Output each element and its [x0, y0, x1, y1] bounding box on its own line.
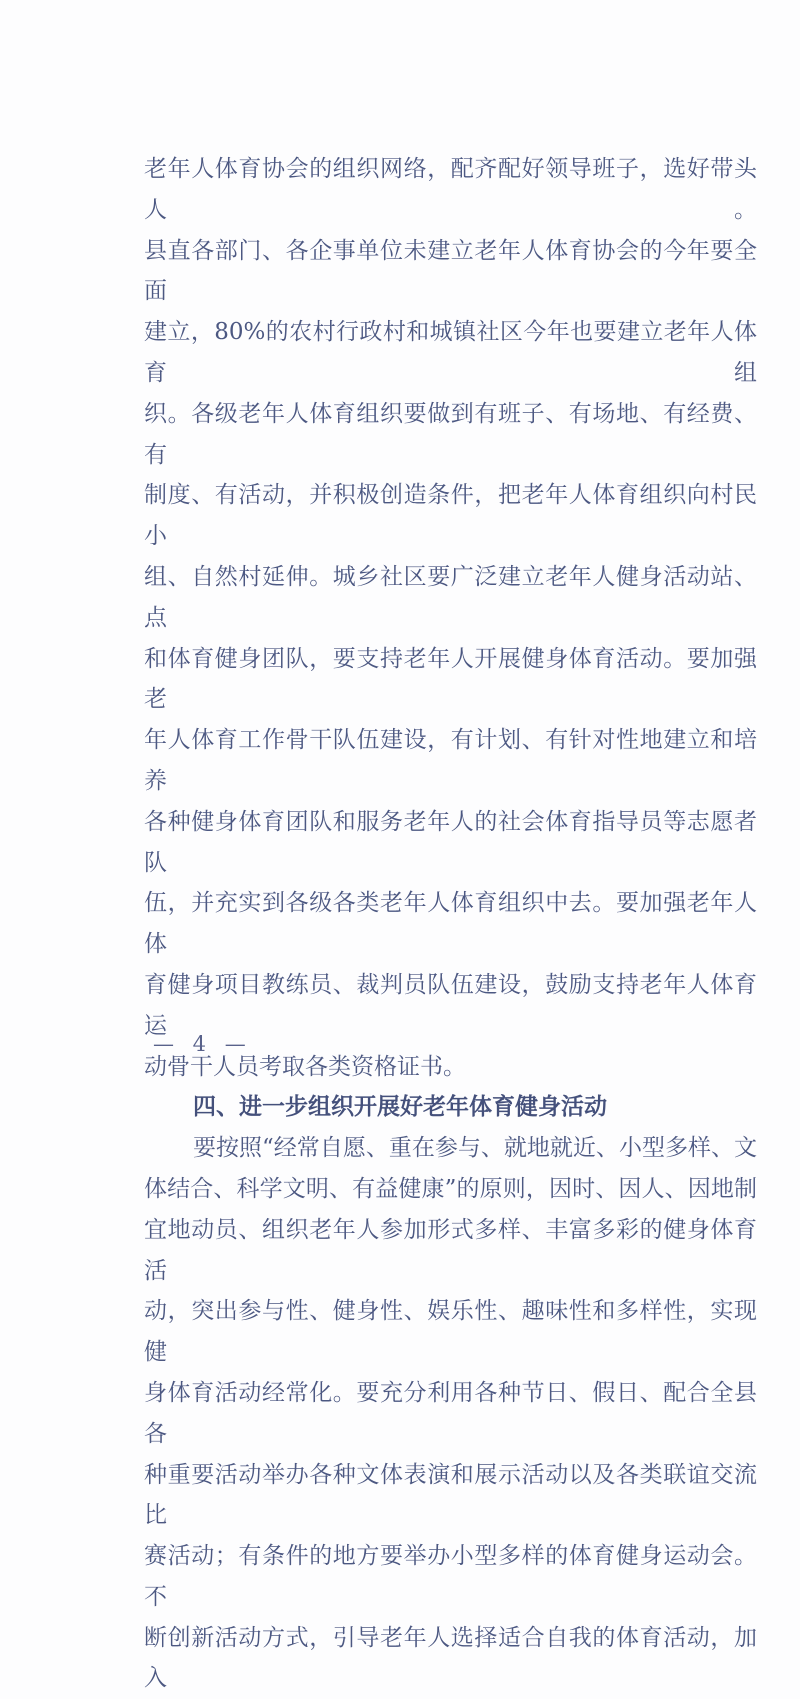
body-line: 伍，并充实到各级各类老年人体育组织中去。要加强老年人体	[144, 890, 757, 958]
body-line: 种重要活动举办各种文体表演和展示活动以及各类联谊交流比	[144, 1461, 757, 1529]
body-line: 宜地动员、组织老年人参加形式多样、丰富多彩的健身体育活	[144, 1216, 757, 1284]
body-line: 赛活动；有条件的地方要举办小型多样的体育健身运动会。不	[144, 1543, 757, 1610]
page-number: — 4 —	[153, 1032, 252, 1056]
body-line: 老年人体育协会的组织网络，配齐配好领导班子，选好带头人。	[144, 156, 757, 223]
body-line: 织。各级老年人体育组织要做到有班子、有场地、有经费、有	[144, 400, 757, 468]
body-line: 各种健身体育团队和服务老年人的社会体育指导员等志愿者队	[144, 808, 757, 876]
body-line: 县直各部门、各企事单位未建立老年人体育协会的今年要全面	[144, 237, 757, 305]
body-line: 和体育健身团队，要支持老年人开展健身体育活动。要加强老	[144, 645, 757, 713]
document-body	[144, 149, 757, 1699]
body-line: 组、自然村延伸。城乡社区要广泛建立老年人健身活动站、点	[144, 563, 757, 631]
section-heading: 四、进一步组织开展好老年体育健身活动	[193, 1094, 607, 1121]
body-line: 要按照“经常自愿、重在参与、就地就近、小型多样、文	[193, 1135, 757, 1162]
body-line: 建立，80%的农村行政村和城镇社区今年也要建立老年人体育组	[144, 319, 757, 386]
body-line: 年人体育工作骨干队伍建设，有计划、有针对性地建立和培养	[144, 727, 757, 794]
body-line: 身体育活动经常化。要充分利用各种节日、假日、配合全县各	[144, 1379, 757, 1447]
body-line: 体结合、科学文明、有益健康”的原则，因时、因人、因地制	[144, 1175, 757, 1202]
body-line: 动骨干人员考取各类资格证书。	[144, 1053, 466, 1080]
body-line: 育健身项目教练员、裁判员队伍建设，鼓励支持老年人体育运	[144, 971, 757, 1039]
body-line: 断创新活动方式，引导老年人选择适合自我的体育活动，加入	[144, 1624, 757, 1692]
body-line: 制度、有活动，并积极创造条件，把老年人体育组织向村民小	[144, 482, 757, 550]
body-line: 动，突出参与性、健身性、娱乐性、趣味性和多样性，实现健	[144, 1298, 757, 1366]
